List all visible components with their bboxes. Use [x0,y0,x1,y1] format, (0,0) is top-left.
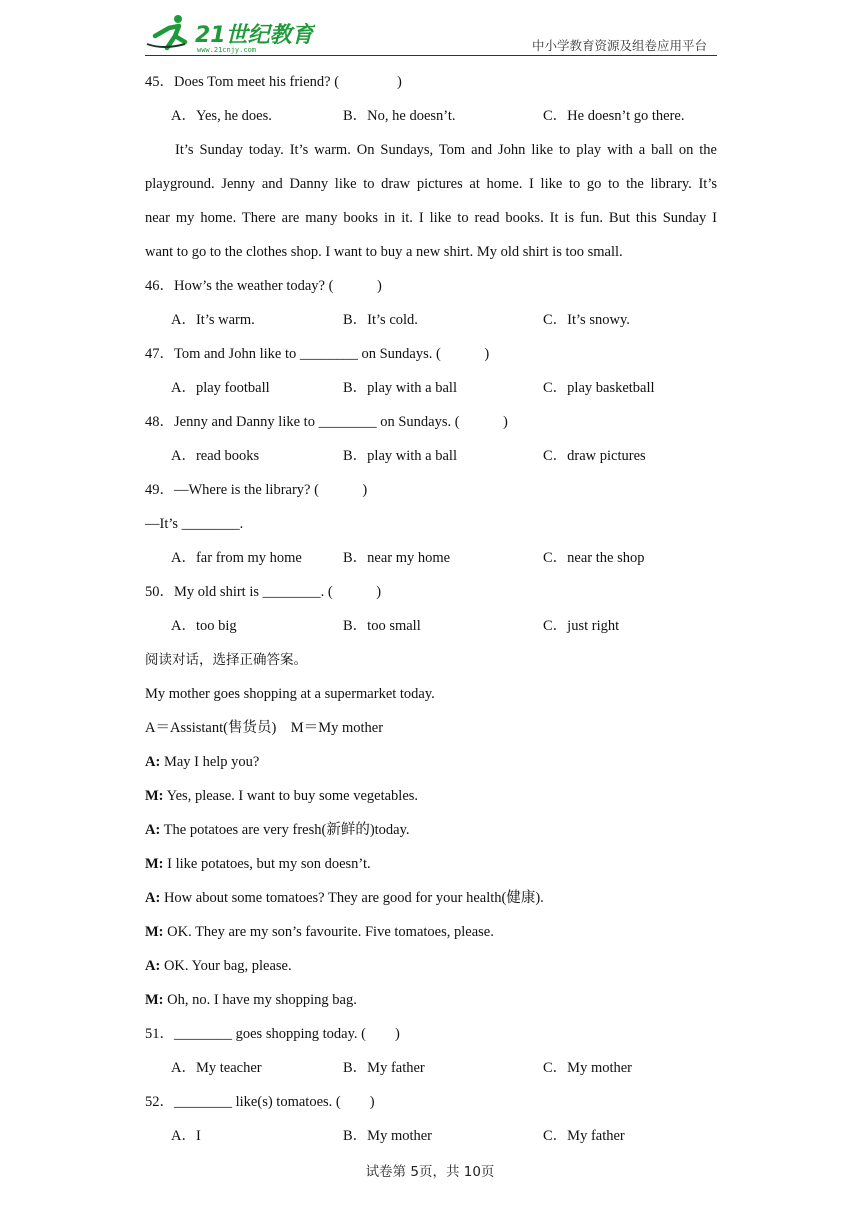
option-c: C．draw pictures [543,448,646,464]
dialogue-line [145,820,410,840]
utterance: I like potatoes, but my son doesn’t. [163,856,371,872]
question-48-options [145,446,717,466]
option-c: C．near the shop [543,550,645,566]
passage-line-2: playground. Jenny and Danny like to draw pictures at home. I like to go to the library. It’s [145,176,717,192]
speaker: A: [145,822,161,838]
question-47-options [145,378,717,398]
passage-line-1: It’s Sunday today. It’s warm. On Sundays, Tom and John like to play with a ball on the [175,142,717,158]
site-logo [145,14,315,54]
question-46-stem: 46．How’s the weather today? ( ) [145,278,382,294]
option-b: B．My mother [343,1128,433,1144]
dialogue-intro: My mother goes shopping at a supermarket today. [145,686,435,702]
svg-text:www.21cnjy.com: www.21cnjy.com [197,46,257,54]
option-c: C．My mother [543,1060,633,1076]
question-50-options [145,616,717,636]
dialogue-line [145,956,292,976]
question-47-stem: 47．Tom and John like to ________ on Sundays. ( ) [145,346,490,362]
option-b: B．It’s cold. [343,312,418,328]
option-c: C．My father [543,1128,625,1144]
header-divider [145,55,717,56]
utterance: The potatoes are very fresh(新鲜的)today. [160,822,410,838]
utterance: Oh, no. I have my shopping bag. [163,992,357,1008]
question-49-options [145,548,717,568]
question-46-options [145,310,717,330]
question-49-response: —It’s ________. [145,516,244,532]
question-45-stem: 45．Does Tom meet his friend? ( ) [145,74,402,90]
option-b: B．play with a ball [343,380,457,396]
utterance: Yes, please. I want to buy some vegetables. [163,788,419,804]
question-52-stem: 52．________ like(s) tomatoes. ( ) [145,1094,375,1110]
option-a: A．I [171,1128,201,1144]
option-b: B．No, he doesn’t. [343,108,456,124]
option-a: A．read books [171,448,260,464]
question-49-stem: 49．—Where is the library? ( ) [145,482,368,498]
option-c: C．It’s snowy. [543,312,630,328]
speaker: M: [145,924,164,940]
option-b: B．near my home [343,550,451,566]
dialogue-line [145,888,544,908]
utterance: OK. They are my son’s favourite. Five tomatoes, please. [163,924,494,940]
option-c: C．just right [543,618,620,634]
speaker: M: [145,788,164,804]
page-footer: 试卷第 5页，共 10页 [365,1164,495,1180]
utterance: How about some tomatoes? They are good for your health(健康). [160,890,544,906]
option-a: A．play football [171,380,270,396]
question-45-options [145,106,717,126]
dialogue-line [145,786,418,806]
option-a: A．Yes, he does. [171,108,272,124]
question-52-options [145,1126,717,1146]
option-a: A．too big [171,618,237,634]
question-50-stem: 50．My old shirt is ________. ( ) [145,584,382,600]
question-51-stem: 51．________ goes shopping today. ( ) [145,1026,400,1042]
option-a: A．far from my home [171,550,302,566]
speaker: A: [145,890,161,906]
page-header [145,14,717,56]
section-instruction: 阅读对话，选择正确答案。 [145,652,307,668]
dialogue-line [145,752,259,772]
dialogue-line [145,990,357,1010]
option-c: C．play basketball [543,380,655,396]
option-b: B．too small [343,618,421,634]
question-51-options [145,1058,717,1078]
speaker: A: [145,754,161,770]
question-48-stem: 48．Jenny and Danny like to ________ on Sundays. ( ) [145,414,508,430]
speaker: M: [145,856,164,872]
speaker: M: [145,992,164,1008]
option-b: B．My father [343,1060,425,1076]
speaker: A: [145,958,161,974]
dialogue-line [145,854,371,874]
utterance: May I help you? [160,754,260,770]
svg-text:21世纪教育: 21世纪教育 [195,23,314,48]
option-c: C．He doesn’t go there. [543,108,685,124]
option-b: B．play with a ball [343,448,457,464]
option-a: A．It’s warm. [171,312,255,328]
utterance: OK. Your bag, please. [160,958,292,974]
roles-line: A＝Assistant(售货员) M＝My mother [145,720,384,736]
runner-logo-icon [147,15,185,48]
passage-line-3: near my home. There are many books in it. I like to read books. It is fun. But this Sunday I [145,210,717,226]
platform-name: 中小学教育资源及组卷应用平台 [531,38,707,53]
dialogue-line [145,922,494,942]
option-a: A．My teacher [171,1060,262,1076]
passage-line-4: want to go to the clothes shop. I want to buy a new shirt. My old shirt is too small. [145,244,623,260]
